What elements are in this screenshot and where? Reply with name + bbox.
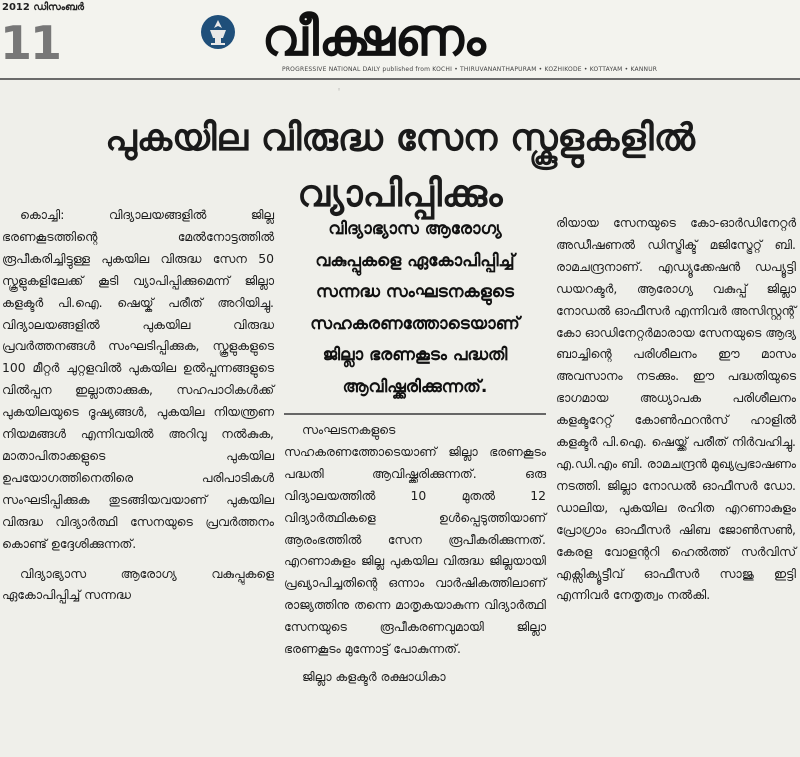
lamp-emblem-icon bbox=[200, 14, 236, 50]
paragraph: രിയായ സേനയുടെ കോ-ഓർഡിനേറ്റർ അഡീഷണൽ ഡിസ്ട്രിക്ട് മജിസ്ട്രേറ്റ് ബി. രാമചന്ദ്രനാണ്. എഡ്യൂക്കേഷൻ ഡപ്യൂട്ടി ഡയറക്ടർ, ആരോഗ്യ വകുപ്പ് ജില്ലാ നോഡൽ ഓഫീസർ എന്നിവർ അസിസ്റ്റന്റ് കോ ഓഡിനേറ്റർമാരായ സേനയുടെ ആദ്യ ബാച്ചിന്റെ പരിശീലനം ഈ മാസം അവസാനം നടക്കും. ഈ പദ്ധതിയുടെ ഭാഗമായ അധ്യാപക പരിശീലനം കളക്ടറേറ്റ് കോൺഫറൻസ് ഹാളിൽ കളക്ടർ പി.ഐ. ഷെയ്ക്ക് പരീത് നിർവഹിച്ചു. എ.ഡി.എം ബി. രാമചന്ദ്രൻ മുഖ്യപ്രഭാഷണം നടത്തി. ജില്ലാ നോഡൽ ഓഫീസർ ഡോ. ഡാലിയ, പുകയില രഹിത എറണാകുളം പ്രോഗ്രാം ഓഫീസർ ഷിബ ജോൺസൺ, കേരള വോളന്ററി ഹെൽത്ത് സർവിസ് എക്സിക്യൂട്ടീവ് ഓഫീസർ സാജു ഇട്ടി എന്നിവർ നേതൃത്വം നൽകി. bbox=[556, 215, 796, 603]
issue-date: 2012 ഡിസംബർ bbox=[2, 2, 85, 13]
page-number: 11 bbox=[0, 16, 61, 70]
paragraph: സംഘടനകളുടെ സഹകരണത്തോടെയാണ് ജില്ലാ ഭരണകൂടം പദ്ധതി ആവിഷ്ക്കരിക്കുന്നത്. ഒരു വിദ്യാലയത്തിൽ 10 മുതൽ 12 വിദ്യാർത്ഥികളെ ഉൾപ്പെടുത്തിയാണ് ആരംഭത്തിൽ സേന രൂപീകരിക്കുന്നത്. എറണാകുളം ജില്ല പുകയില വിരുദ്ധ ജില്ലയായി പ്രഖ്യാപിച്ചതിന്റെ ഒന്നാം വാർഷികത്തിലാണ് രാജ്യത്തിനു തന്നെ മാതൃകയാകുന്ന വിദ്യാർത്ഥി സേനയുടെ രൂപീകരണവുമായി ജില്ലാ ഭരണകൂടം മുന്നോട്ട് പോകുന്നത്. bbox=[284, 422, 546, 657]
article-headline: പുകയില വിരുദ്ധ സേന സ്കൂളുകളിൽ വ്യാപിപ്പിക്കും bbox=[105, 116, 695, 215]
paragraph: വിദ്യാഭ്യാസ ആരോഗ്യ വകുപ്പുകളെ ഏകോപിപ്പിച്ച് സന്നദ്ധ bbox=[2, 565, 274, 603]
masthead bbox=[0, 0, 800, 80]
newspaper-logo: വീക്ഷണം bbox=[262, 8, 486, 68]
paragraph: കൊച്ചി: വിദ്യാലയങ്ങളിൽ ജില്ല ഭരണകൂടത്തിന്റെ മേൽനോട്ടത്തിൽ രൂപീകരിച്ചിട്ടുള്ള പുകയില വിരുദ്ധ സേന 50 സ്കൂളുകളിലേക്ക് കൂടി വ്യാപിപ്പിക്കുമെന്ന് ജില്ലാ കളക്ടർ പി.ഐ. ഷെയ്ക് പരീത് അറിയിച്ചു. വിദ്യാലയങ്ങളിൽ പുകയില വിരുദ്ധ പ്രവർത്തനങ്ങൾ സംഘടിപ്പിക്കുക, സ്കൂളുകളുടെ 100 മീറ്റർ ചുറ്റളവിൽ പുകയില ഉൽപ്പന്നങ്ങളുടെ വിൽപ്പന ഇല്ലാതാക്കുക, സഹപാഠികൾക്ക് പുകയിലയുടെ ദൂഷ്യങ്ങൾ, പുകയില നിയന്ത്രണ നിയമങ്ങൾ എന്നിവയിൽ അറിവു നൽകുക, മാതാപിതാക്കളുടെ പുകയില ഉപയോഗത്തിനെതിരെ പരിപാടികൾ സംഘടിപ്പിക്കുക തുടങ്ങിയവയാണ് പുകയില വിരുദ്ധ വിദ്യാർത്ഥി സേനയുടെ പ്രവർത്തനം കൊണ്ട് ഉദ്ദേശിക്കുന്നത്. bbox=[2, 207, 274, 551]
pin-mark-icon: ◦ bbox=[337, 86, 342, 94]
pull-quote: വിദ്യാഭ്യാസ ആരോഗ്യ വകുപ്പുകളെ ഏകോപിപ്പിച്ച് സന്നദ്ധ സംഘടനകളുടെ സഹകരണത്തോടെയാണ് ജില്ലാ ഭരണകൂടം പദ്ധതി ആവിഷ്ക്കരിക്കുന്നത്. bbox=[284, 210, 546, 415]
article-column-1 bbox=[2, 204, 274, 614]
article-column-2 bbox=[284, 210, 546, 694]
article-column-3 bbox=[556, 212, 796, 614]
paragraph: ജില്ലാ കളക്ടർ രക്ഷാധികാ bbox=[302, 668, 446, 684]
masthead-tagline: PROGRESSIVE NATIONAL DAILY published from KOCHI • THIRUVANANTHAPURAM • KOZHIKODE • KOTTAYAM • KANNUR bbox=[282, 66, 658, 73]
masthead-rule bbox=[0, 78, 800, 80]
